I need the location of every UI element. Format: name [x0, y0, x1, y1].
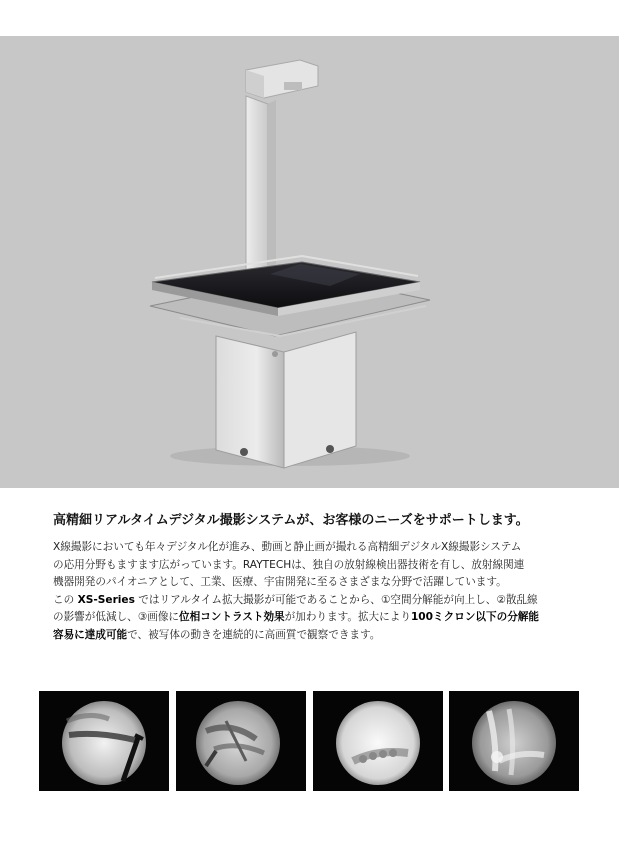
- xray-thumbnail-2: [176, 691, 306, 791]
- line5-prefix: の影響が低減し、③画像に: [53, 611, 180, 623]
- paragraph-line-3: 機器開発のパイオニアとして、工業、医療、宇宙開発に至るさまざまな分野で活躍しています。: [53, 576, 507, 588]
- xray-thumbnail-3: [313, 691, 443, 791]
- paragraph-line-6: [53, 627, 593, 645]
- phase-contrast-emphasis: 位相コントラスト効果: [179, 611, 285, 623]
- xray-thumbnail-4: [449, 691, 579, 791]
- paragraph-line-1: X線撮影においても年々デジタル化が進み、動画と静止画が撮れる高精細デジタルX線撮影システム: [53, 541, 522, 553]
- xray-table-illustration: [0, 36, 619, 488]
- line5-mid: が加わります。拡大により: [284, 611, 411, 623]
- achievable-emphasis: 容易に達成可能: [53, 628, 128, 641]
- paragraph-line-5: [53, 609, 593, 627]
- line4-rest: ではリアルタイム拡大撮影が可能であることから、①空間分解能が向上し、②散乱線: [134, 593, 538, 606]
- paragraph-line-2: の応用分野もますます広がっています。RAYTECHは、独自の放射線検出器技術を有し、放射線関連: [53, 558, 525, 571]
- line6-rest: で、被写体の動きを連続的に高画質で観察できます。: [127, 628, 381, 641]
- series-name: XS-Series: [77, 593, 135, 606]
- paragraph-line-4: [53, 592, 593, 610]
- resolution-emphasis: 100ミクロン以下の分解能: [410, 611, 539, 623]
- description-paragraph: [53, 539, 593, 644]
- line4-prefix: この: [53, 593, 78, 606]
- product-photo: [0, 36, 619, 488]
- xray-thumbnail-1: [39, 691, 169, 791]
- xray-thumbnail-row: [39, 691, 579, 791]
- section-heading: 高精細リアルタイムデジタル撮影システムが、お客様のニーズをサポートします。: [53, 513, 529, 528]
